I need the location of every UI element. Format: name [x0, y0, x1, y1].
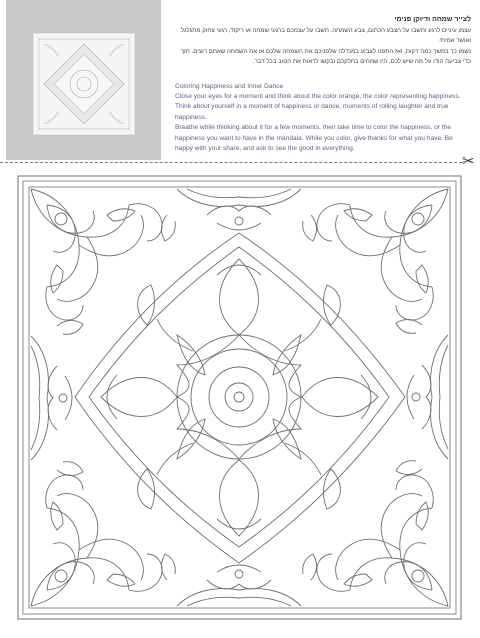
english-title: Coloring Happiness and Inner Dance: [175, 83, 284, 90]
mandala-coloring-page: [17, 175, 462, 620]
hebrew-paragraph-2: נשמו כך במשך כמה דקות, ואז התפנו לצבוע במנדלה שלפניכם את השמחה שלכם או את השמחה שאתם רוצים. תוך כדי צביעה הודו על מה שיש לכם, היו שמחים בחלקכם ובקשו לראות את הטוב בכל דבר.: [180, 48, 471, 65]
cut-line: [0, 162, 462, 163]
english-paragraph-1: Close your eyes for a moment and think about the color orange, the color representing happiness. Think about yourself in a moment of happiness or dance, moments of rolling laughter and true happiness.: [175, 93, 461, 121]
hebrew-paragraph-1: עצמו עיניים לרגע וחשבו על הצבע הכתום, צבע השמחה. חשבו על עצמכם ברגעי שמחה או ריקוד, רגעי צחוק מתגלגל ואושר אמיתי.: [180, 27, 471, 44]
scissors-icon: ✂: [462, 153, 475, 170]
instructions-text-block: [175, 14, 471, 154]
hebrew-title: לצייר שמחה ודיוקן פנימי: [394, 16, 471, 23]
english-paragraph-2: Breathe while thinking about it for a few moments, then take time to color the happiness, or the happiness you want to have in the mandala. While you color, give thanks for what you have. Be happy with your share, and ask to see the good in everything.: [175, 124, 453, 153]
mandala-preview-thumbnail: [6, 0, 161, 160]
